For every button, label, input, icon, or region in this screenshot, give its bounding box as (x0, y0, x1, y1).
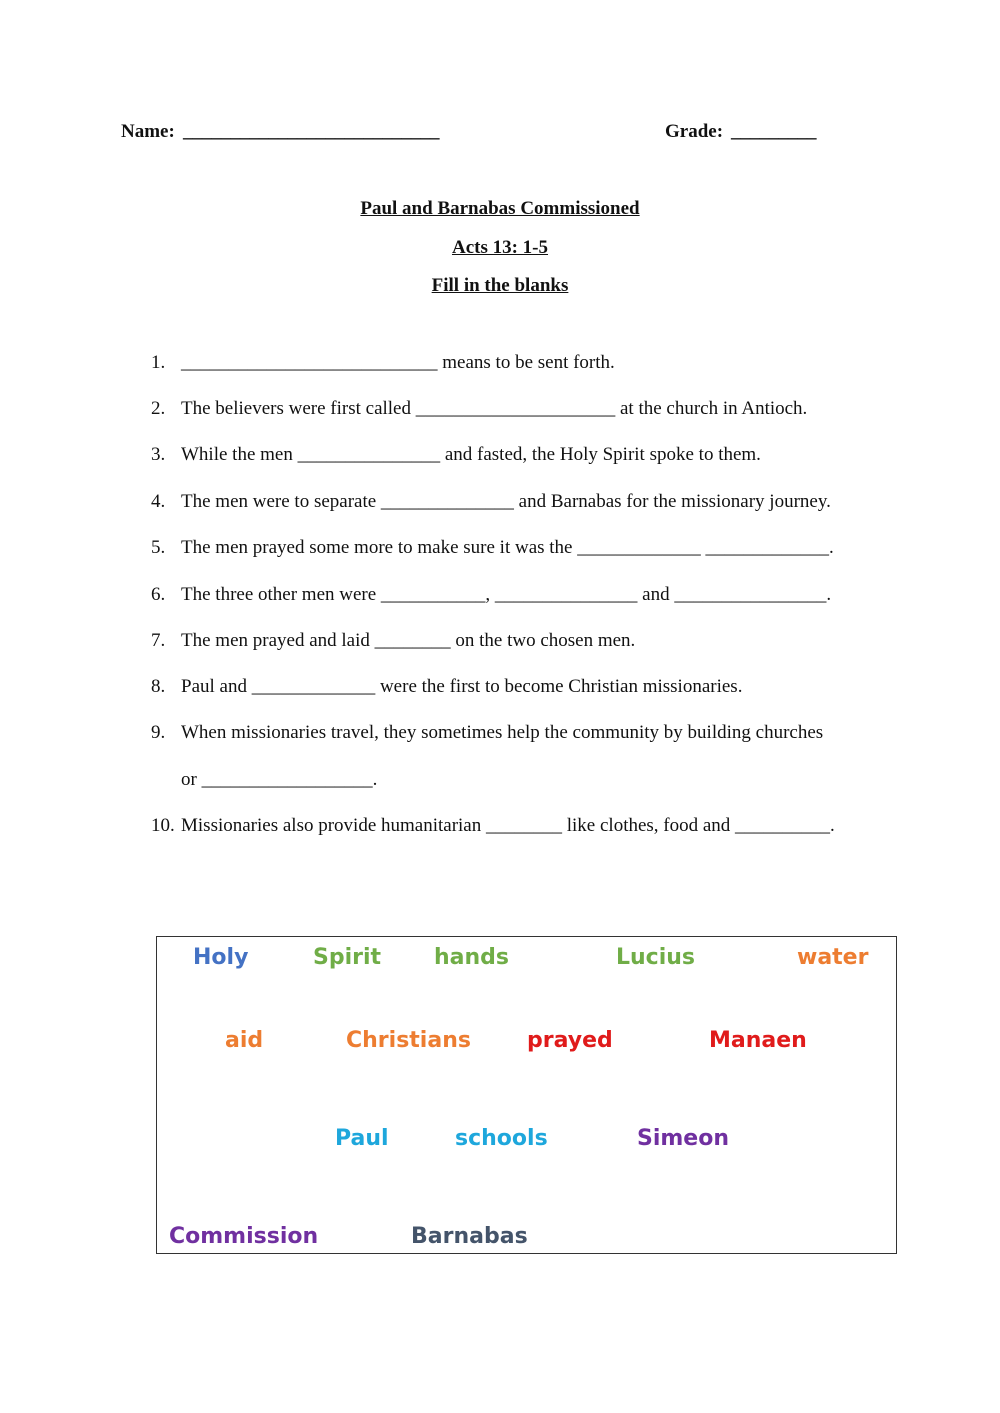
word-bank-word[interactable]: Simeon (637, 1126, 730, 1151)
word-bank-word[interactable]: Lucius (616, 945, 696, 970)
word-bank-word[interactable]: Spirit (313, 945, 382, 970)
question-number: 4. (151, 491, 166, 512)
question-number: 5. (151, 537, 166, 558)
question-text[interactable]: The men prayed and laid ________ on the two chosen men. (181, 630, 636, 651)
question-number: 8. (151, 676, 166, 697)
question-number: 10. (151, 815, 175, 836)
name-blank[interactable]: ___________________________ (183, 121, 440, 142)
question-text[interactable]: The men were to separate ______________ and Barnabas for the missionary journey. (181, 491, 831, 512)
word-bank-word[interactable]: hands (434, 945, 510, 970)
question-text[interactable]: The believers were first called _____________________ at the church in Antioch. (181, 398, 808, 419)
question-number: 6. (151, 584, 166, 605)
question-text[interactable]: Paul and _____________ were the first to become Christian missionaries. (181, 676, 743, 697)
grade-blank[interactable]: _________ (731, 121, 817, 142)
word-bank-word[interactable]: Paul (335, 1126, 389, 1151)
question-number: 1. (151, 352, 166, 373)
word-bank-word[interactable]: Barnabas (411, 1224, 528, 1249)
question-text[interactable]: ___________________________ means to be sent forth. (181, 352, 615, 373)
word-bank-word[interactable]: Manaen (709, 1028, 807, 1053)
question-number: 2. (151, 398, 166, 419)
question-text[interactable]: Missionaries also provide humanitarian ________ like clothes, food and __________. (181, 815, 835, 836)
word-bank-word[interactable]: Commission (169, 1224, 319, 1249)
word-bank-word[interactable]: Christians (346, 1028, 471, 1053)
question-number: 3. (151, 444, 166, 465)
word-bank-word[interactable]: aid (225, 1028, 264, 1053)
question-text-continuation[interactable]: or __________________. (181, 769, 378, 790)
word-bank (156, 936, 897, 1254)
question-number: 7. (151, 630, 166, 651)
grade-label: Grade: (665, 121, 724, 142)
question-number: 9. (151, 722, 166, 743)
scripture-reference: Acts 13: 1-5 (451, 237, 549, 258)
word-bank-word[interactable]: water (797, 945, 869, 970)
worksheet-title: Paul and Barnabas Commissioned (360, 198, 640, 219)
question-text[interactable]: When missionaries travel, they sometimes help the community by building churches (181, 722, 824, 743)
name-label: Name: (121, 121, 175, 142)
question-text[interactable]: The three other men were ___________, _______________ and ________________. (181, 584, 832, 605)
question-text[interactable]: The men prayed some more to make sure it was the _____________ _____________. (181, 537, 834, 558)
word-bank-word[interactable]: prayed (527, 1028, 613, 1053)
instructions: Fill in the blanks (431, 275, 569, 296)
question-text[interactable]: While the men _______________ and fasted, the Holy Spirit spoke to them. (181, 444, 761, 465)
word-bank-word[interactable]: Holy (193, 945, 249, 970)
word-bank-word[interactable]: schools (455, 1126, 548, 1151)
